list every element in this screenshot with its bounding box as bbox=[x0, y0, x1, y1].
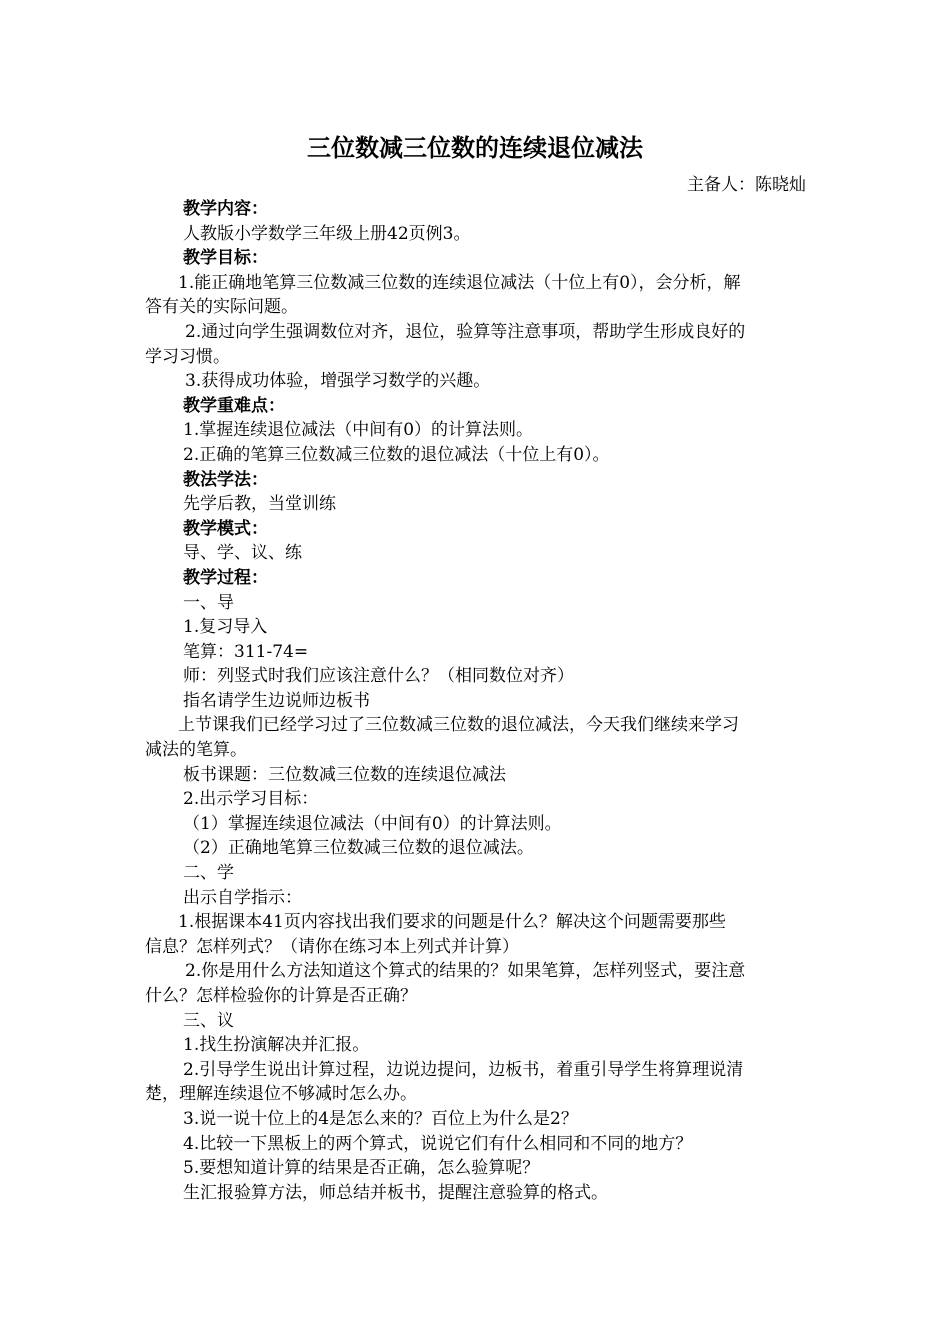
document-body bbox=[145, 197, 807, 1205]
text-line: 生汇报验算方法，师总结并板书，提醒注意验算的格式。 bbox=[183, 1182, 608, 1203]
text-line: 1.找生扮演解决并汇报。 bbox=[183, 1035, 370, 1056]
text-line: （1）掌握连续退位减法（中间有0）的计算法则。 bbox=[183, 813, 562, 834]
text-line: 2.引导学生说出计算过程，边说边提问，边板书，着重引导学生将算理说清 bbox=[183, 1059, 744, 1080]
text-line: 二、学 bbox=[183, 863, 234, 884]
section-heading: 教学内容： bbox=[183, 199, 268, 219]
text-line: 1.掌握连续退位减法（中间有0）的计算法则。 bbox=[183, 420, 534, 441]
section-heading: 教学重难点： bbox=[183, 395, 285, 416]
text-line: 先学后教，当堂训练 bbox=[183, 494, 336, 515]
text-line: 3.获得成功体验，增强学习数学的兴趣。 bbox=[185, 371, 491, 392]
text-line: 2.通过向学生强调数位对齐，退位，验算等注意事项，帮助学生形成良好的 bbox=[185, 321, 746, 342]
text-line: 学习习惯。 bbox=[145, 346, 230, 367]
text-line: 三、议 bbox=[183, 1010, 234, 1031]
section-heading: 教学模式： bbox=[183, 518, 268, 539]
text-line: 3.说一说十位上的4是怎么来的？百位上为什么是2？ bbox=[183, 1108, 578, 1129]
text-line: 2.你是用什么方法知道这个算式的结果的？如果笔算，怎样列竖式，要注意 bbox=[185, 961, 746, 982]
author-line: 主备人：陈晓灿 bbox=[687, 175, 806, 195]
text-line: 2.正确的笔算三位数减三位数的退位减法（十位上有0）。 bbox=[183, 444, 610, 465]
section-heading: 教法学法： bbox=[183, 469, 268, 490]
text-line: 4.比较一下黑板上的两个算式，说说它们有什么相同和不同的地方？ bbox=[183, 1133, 693, 1154]
section-heading: 教学目标： bbox=[183, 248, 268, 269]
text-line: 什么？怎样检验你的计算是否正确？ bbox=[145, 986, 417, 1006]
text-line: 上节课我们已经学习过了三位数减三位数的退位减法，今天我们继续来学习 bbox=[178, 715, 739, 736]
text-line: 指名请学生边说师边板书 bbox=[183, 690, 370, 711]
text-line: 楚，理解连续退位不够减时怎么办。 bbox=[145, 1084, 417, 1105]
text-line: 导、学、议、练 bbox=[183, 543, 302, 564]
text-line: 2.出示学习目标： bbox=[183, 789, 319, 810]
document-title: 三位数减三位数的连续退位减法 bbox=[307, 133, 643, 162]
text-line: 信息？怎样列式？（请你在练习本上列式并计算） bbox=[145, 936, 519, 957]
text-line: 板书课题：三位数减三位数的连续退位减法 bbox=[183, 764, 506, 785]
text-line: 1.根据课本41页内容找出我们要求的问题是什么？解决这个问题需要那些 bbox=[178, 912, 726, 933]
text-line: 笔算：311-74= bbox=[183, 641, 309, 662]
text-line: 出示自学指示： bbox=[183, 887, 302, 908]
text-line: 5.要想知道计算的结果是否正确，怎么验算呢？ bbox=[183, 1158, 540, 1179]
section-heading: 教学过程： bbox=[183, 567, 268, 588]
text-line: （2）正确地笔算三位数减三位数的退位减法。 bbox=[183, 838, 534, 859]
text-line: 人教版小学数学三年级上册42页例3。 bbox=[183, 223, 471, 244]
text-line: 师：列竖式时我们应该注意什么？（相同数位对齐） bbox=[183, 666, 574, 687]
text-line: 答有关的实际问题。 bbox=[145, 297, 298, 318]
text-line: 减法的笔算。 bbox=[145, 740, 247, 761]
text-line: 一、导 bbox=[183, 592, 234, 613]
text-line: 1.能正确地笔算三位数减三位数的连续退位减法（十位上有0），会分析，解 bbox=[178, 272, 741, 293]
text-line: 1.复习导入 bbox=[183, 617, 268, 638]
